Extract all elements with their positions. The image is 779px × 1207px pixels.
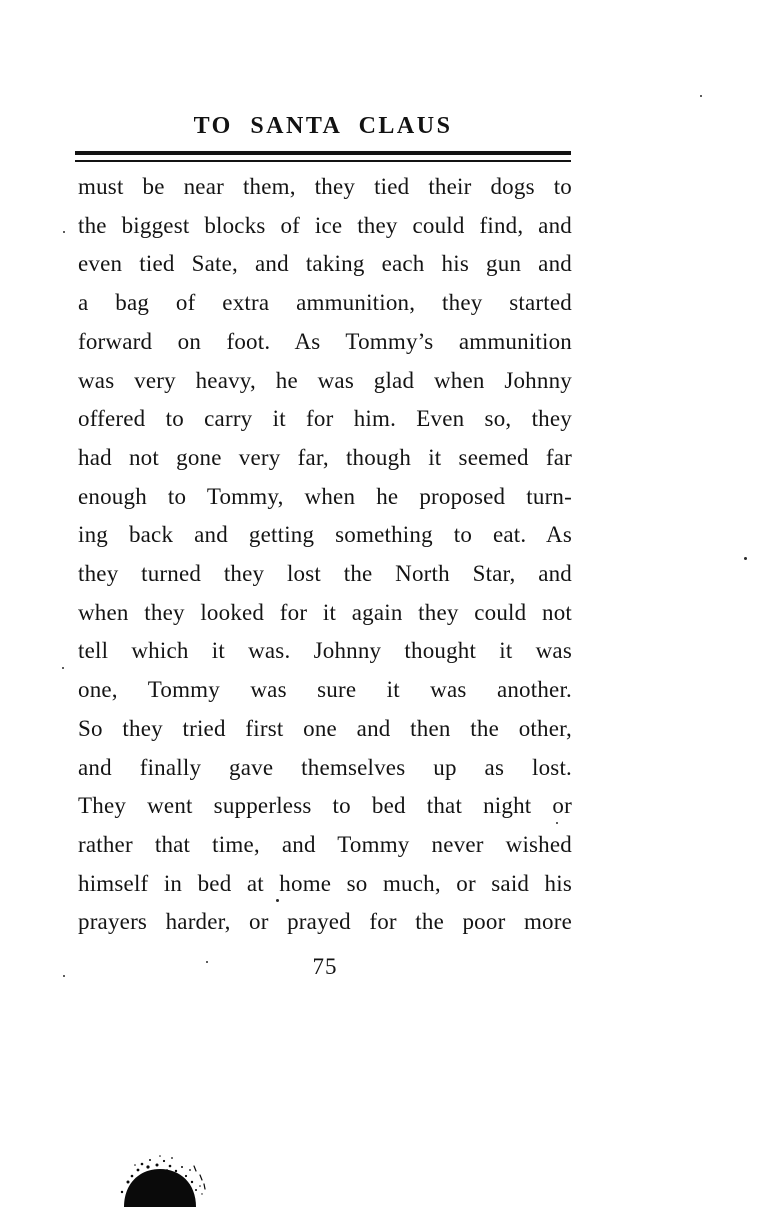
text-line: prayers harder, or prayed for the poor more	[78, 909, 572, 935]
text-line: forward on foot. As Tommy’s ammunition	[78, 328, 572, 354]
page-body	[78, 168, 572, 942]
text-line: one, Tommy was sure it was another.	[78, 677, 572, 703]
text-line: the biggest blocks of ice they could find, and	[78, 212, 572, 238]
text-line: They went supperless to bed that night or	[78, 793, 572, 819]
text-line: even tied Sate, and taking each his gun and	[78, 251, 572, 277]
page-number: 75	[312, 954, 338, 979]
text-line: tell which it was. Johnny thought it was	[78, 638, 572, 664]
text-line: was very heavy, he was glad when Johnny	[78, 367, 572, 393]
text-line: So they tried first one and then the other,	[78, 715, 572, 741]
ink-blot-smudge	[112, 1152, 212, 1207]
scan-speck	[62, 667, 64, 669]
page-header-title: TO SANTA CLAUS	[193, 113, 453, 139]
text-line: when they looked for it again they could not	[78, 599, 572, 625]
scan-speck	[206, 961, 208, 963]
text-line: himself in bed at home so much, or said his	[78, 870, 572, 896]
text-line: enough to Tommy, when he proposed turn-	[78, 483, 572, 509]
text-line: offered to carry it for him. Even so, they	[78, 406, 572, 432]
scan-speck	[276, 899, 279, 902]
text-line: must be near them, they tied their dogs to	[78, 174, 572, 199]
text-line: they turned they lost the North Star, and	[78, 561, 572, 587]
text-line: had not gone very far, though it seemed far	[78, 444, 572, 470]
scan-speck	[63, 231, 65, 233]
scan-speck	[700, 95, 702, 97]
text-line: ing back and getting something to eat. As	[78, 522, 572, 548]
text-line: rather that time, and Tommy never wished	[78, 831, 572, 857]
scan-speck	[744, 557, 747, 560]
text-line: and finally gave themselves up as lost.	[78, 754, 572, 780]
scan-speck	[63, 975, 65, 977]
header-double-rule	[75, 151, 571, 162]
text-line: a bag of extra ammunition, they started	[78, 290, 572, 316]
scan-speck	[556, 822, 558, 824]
